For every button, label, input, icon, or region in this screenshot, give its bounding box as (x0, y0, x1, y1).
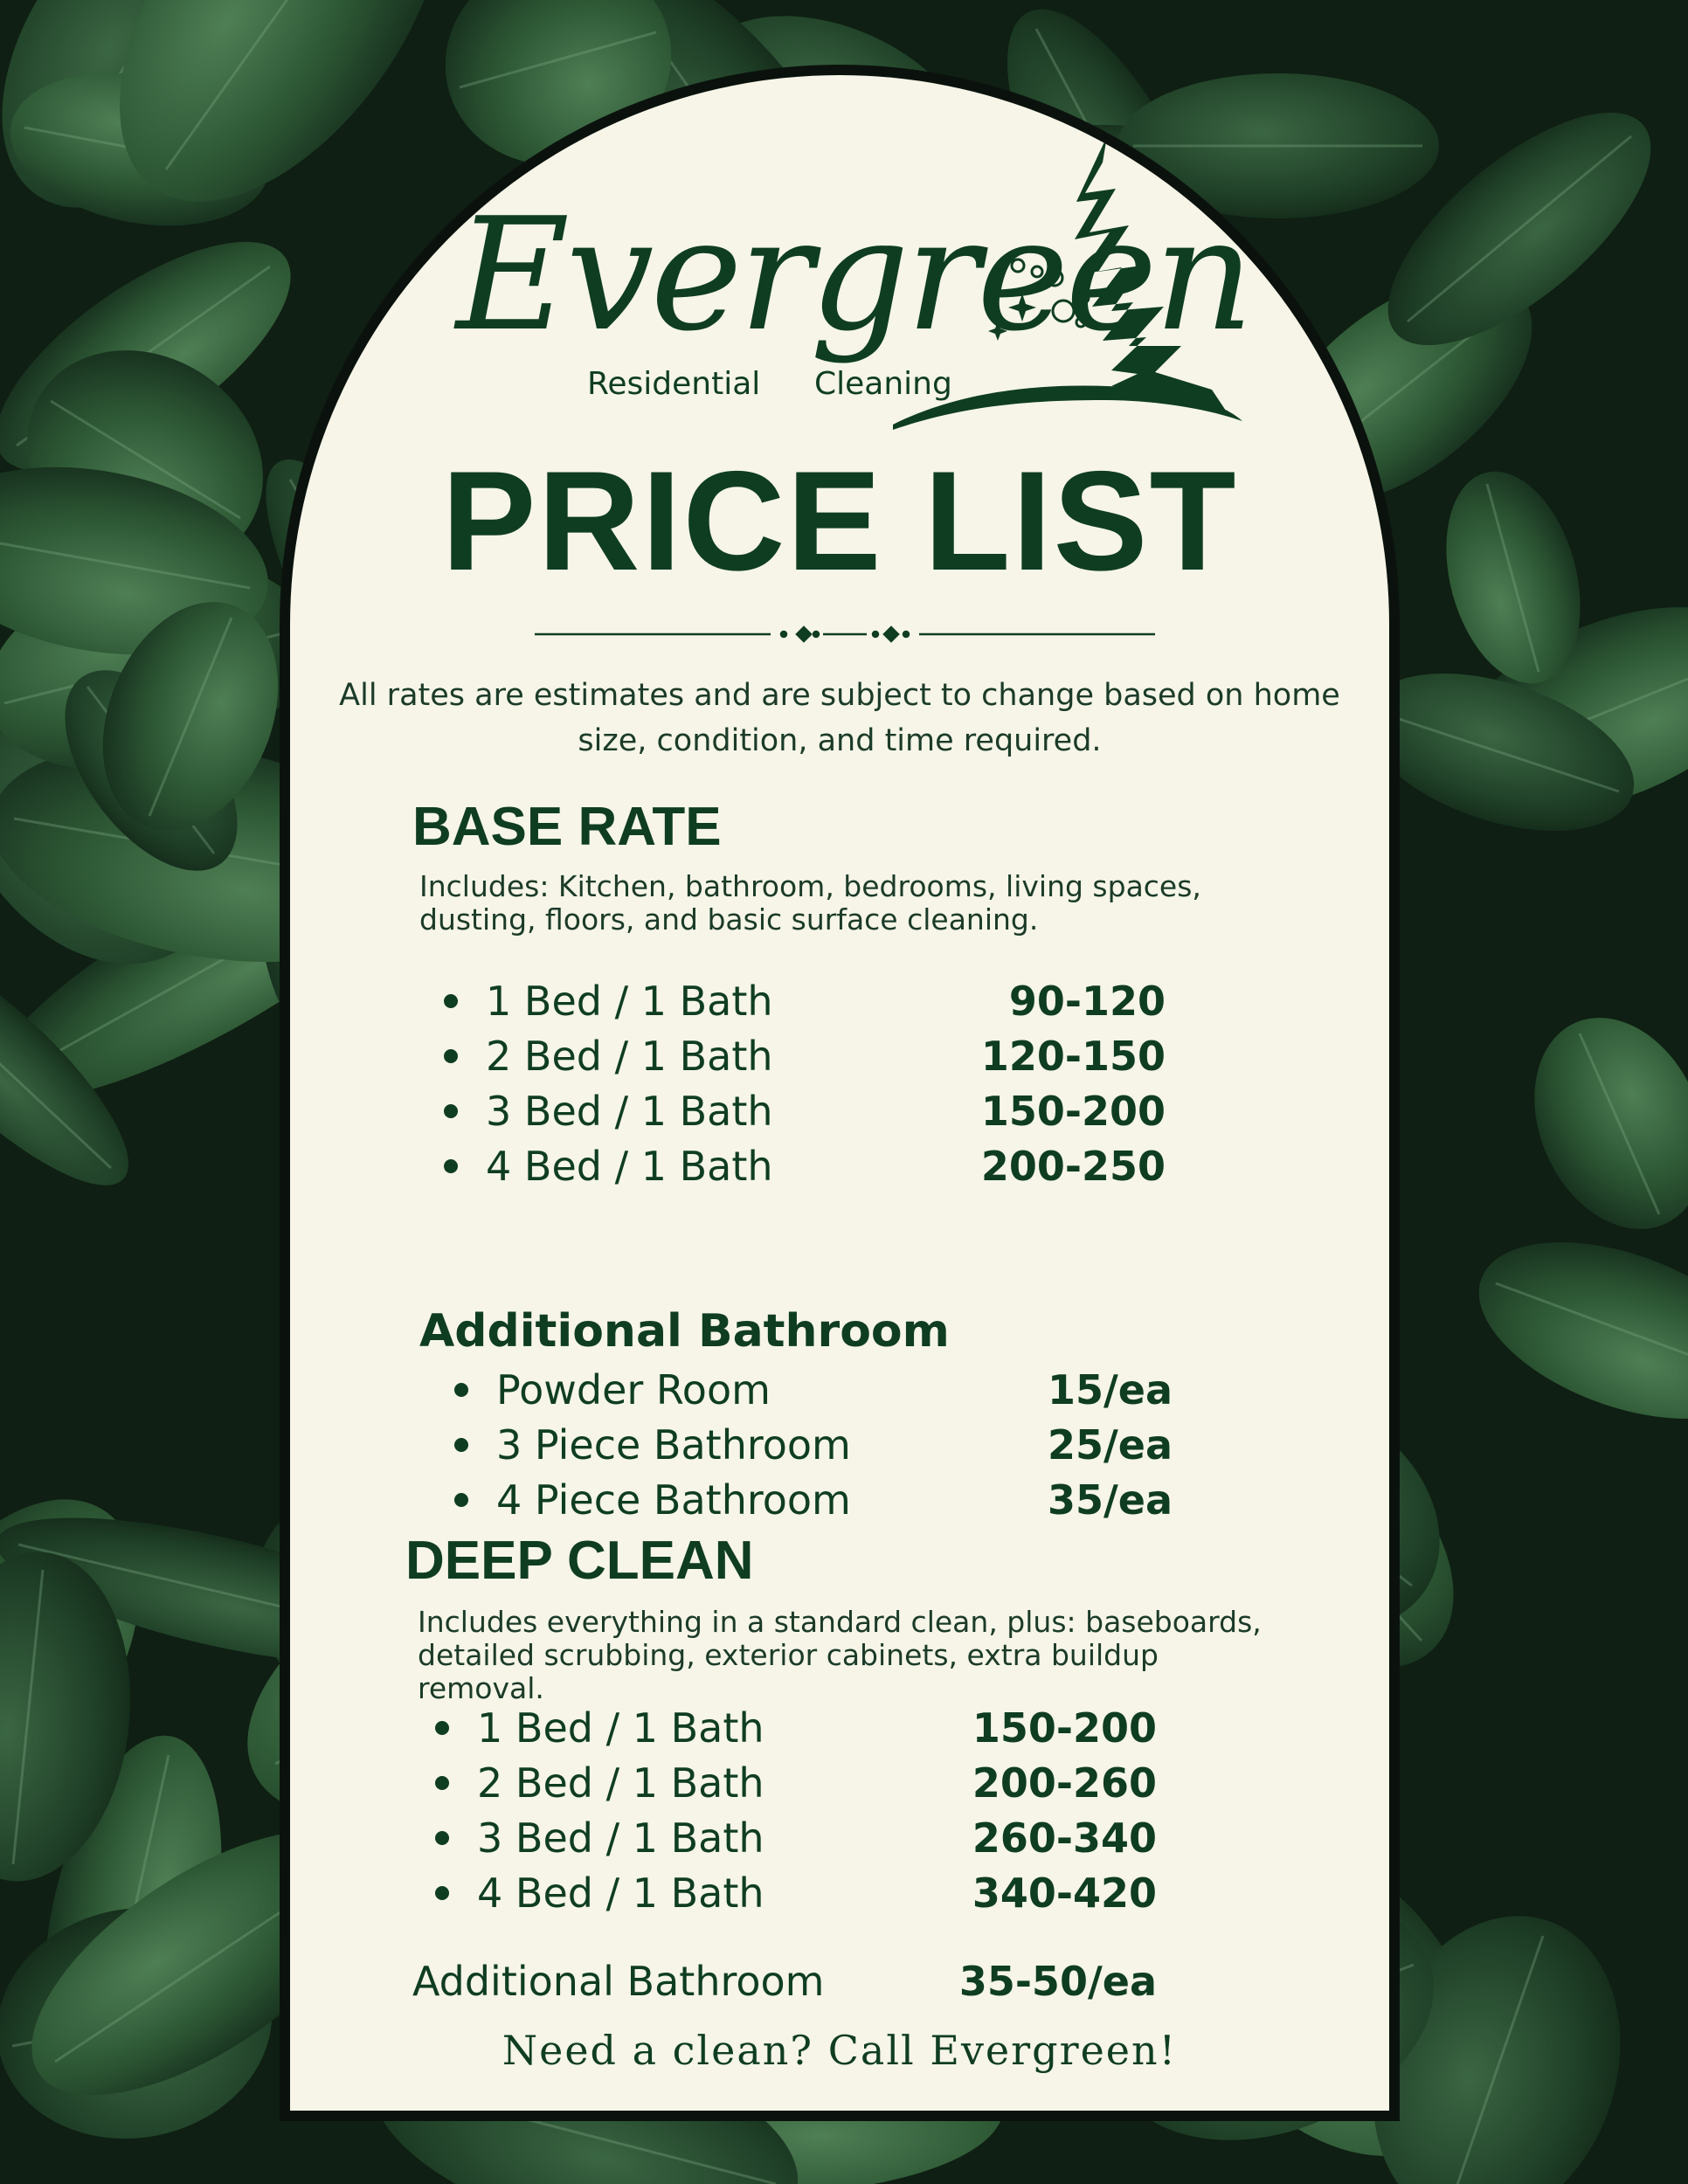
row-label: Additional Bathroom (412, 1958, 825, 2005)
additional-bathroom-row (454, 1474, 1173, 1526)
base-rate-row (444, 1030, 1166, 1082)
row-price: 150-200 (972, 1704, 1157, 1752)
bullet-icon (444, 994, 458, 1008)
bullet-icon (444, 1104, 458, 1118)
row-price: 35-50/ea (958, 1958, 1157, 2005)
bullet-icon (435, 1886, 449, 1900)
brand-sub-residential: Residential (587, 366, 761, 402)
bullet-icon (454, 1383, 468, 1397)
deep-clean-row (435, 1702, 1157, 1754)
row-label: 3 Bed / 1 Bath (486, 1088, 773, 1135)
row-price: 200-250 (980, 1143, 1166, 1190)
row-label: 1 Bed / 1 Bath (477, 1704, 764, 1752)
brand-sub-cleaning: Cleaning (814, 366, 952, 402)
deep-clean-heading: DEEP CLEAN (405, 1531, 754, 1591)
row-price: 260-340 (972, 1814, 1157, 1862)
row-label: 1 Bed / 1 Bath (486, 978, 773, 1025)
base-rate-row (444, 975, 1166, 1027)
deep-clean-additional-row (412, 1955, 1157, 2008)
deep-clean-description: Includes everything in a standard clean, plus: baseboards, detailed scrubbing, exterior cabinets, extra buildup removal. (418, 1605, 1262, 1705)
bullet-icon (435, 1721, 449, 1735)
row-price: 35/ea (1047, 1476, 1173, 1524)
row-price: 340-420 (972, 1870, 1157, 1917)
bullet-icon (435, 1776, 449, 1790)
row-label: 4 Bed / 1 Bath (486, 1143, 773, 1190)
footer-tagline: Need a clean? Call Evergreen! (502, 2027, 1178, 2074)
additional-bathroom-row (454, 1364, 1173, 1416)
brand-name: Evergreen (456, 184, 1251, 365)
row-price: 25/ea (1047, 1421, 1173, 1469)
row-label: 3 Bed / 1 Bath (477, 1814, 764, 1862)
row-label: 4 Piece Bathroom (496, 1476, 851, 1524)
bullet-icon (444, 1159, 458, 1173)
row-label: 2 Bed / 1 Bath (477, 1759, 764, 1807)
divider-ornament-icon (535, 619, 1155, 650)
bullet-icon (454, 1493, 468, 1507)
row-price: 120-150 (980, 1033, 1166, 1080)
page-title: PRICE LIST (441, 442, 1238, 600)
row-price: 150-200 (980, 1088, 1166, 1135)
row-label: 3 Piece Bathroom (496, 1421, 851, 1469)
additional-bathroom-heading: Additional Bathroom (419, 1305, 950, 1358)
deep-clean-row (435, 1867, 1157, 1919)
row-label: 4 Bed / 1 Bath (477, 1870, 764, 1917)
estimate-note: All rates are estimates and are subject to change based on home size, condition, and time required. (339, 678, 1340, 758)
row-price: 15/ea (1047, 1366, 1173, 1413)
base-rate-row (444, 1140, 1166, 1192)
row-price: 200-260 (972, 1759, 1157, 1807)
price-card (290, 75, 1389, 2111)
bullet-icon (454, 1438, 468, 1452)
base-rate-row (444, 1085, 1166, 1137)
row-label: Powder Room (496, 1366, 771, 1413)
additional-bathroom-row (454, 1419, 1173, 1471)
bullet-icon (435, 1831, 449, 1845)
row-label: 2 Bed / 1 Bath (486, 1033, 773, 1080)
deep-clean-row (435, 1757, 1157, 1809)
base-rate-description: Includes: Kitchen, bathroom, bedrooms, living spaces, dusting, floors, and basic surface cleaning. (419, 869, 1201, 936)
row-price: 90-120 (1008, 978, 1166, 1025)
deep-clean-row (435, 1812, 1157, 1864)
bullet-icon (444, 1049, 458, 1063)
base-rate-heading: BASE RATE (412, 797, 722, 857)
